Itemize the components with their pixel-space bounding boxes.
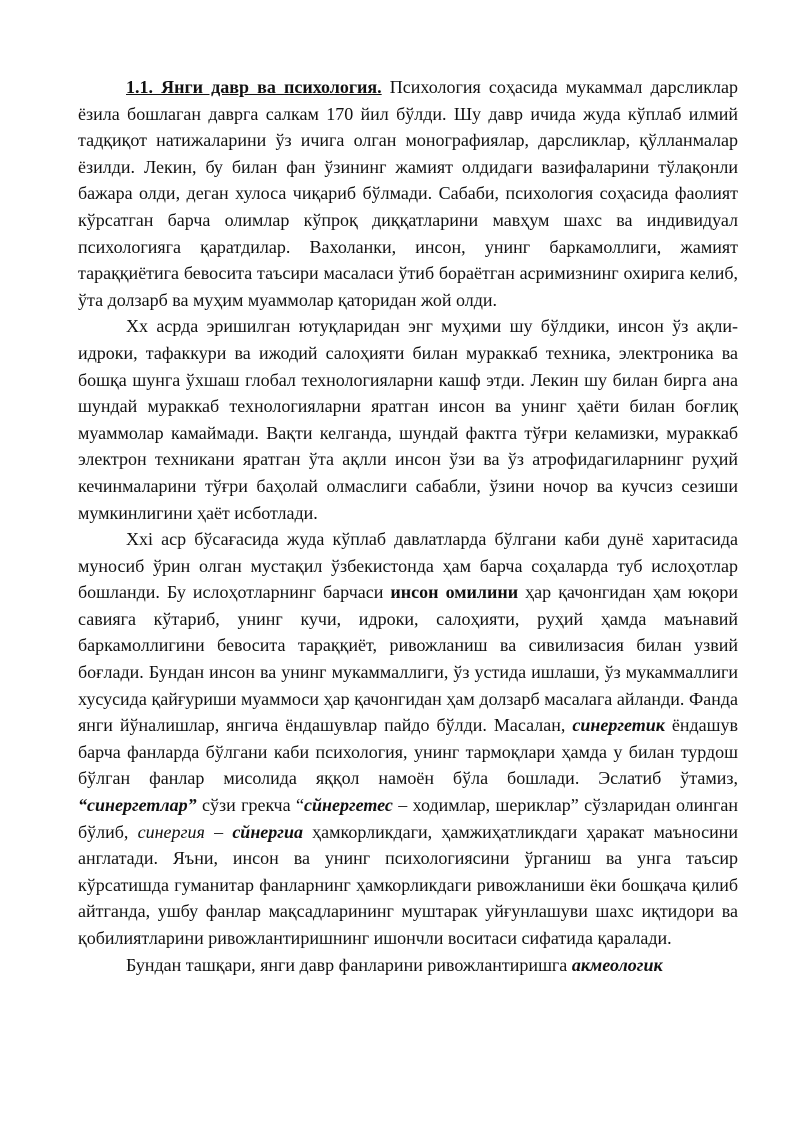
term-sinergetik: синергетик <box>572 715 665 736</box>
term-sinergiya: синергия – <box>137 821 233 842</box>
paragraph-1-text: Психология соҳасида мукаммал дарсликлар ёзила бошлаган даврга салкам 170 йил бўлди. Шу давр ичида жуда кўплаб илмий тадқиқот натижаларини ўз ичига олган монографиялар, дарсликлар, қўлланмалар ёзилди. Лекин, бу билан фан ўзининг жамият олдидаги вазифаларини тўлақонли бажара олди, деган хулоса чиқариб бўлмади. Сабаби, психология соҳасида фаолият кўрсатган барча олимлар кўпроқ диққатларини мавҳум шахс ва индивидуал психологияга қаратдилар. Вахоланки, инсон, унинг баркамоллиги, жамият тараққиётига бевосита таъсири масаласи ўтиб бораётган асримизнинг охирига келиб, ўта долзарб ва муҳим муаммолар қаторидан жой олди. <box>78 77 738 310</box>
paragraph-4-text: Бундан ташқари, янги давр фанларини ривожлантиришга <box>126 954 572 975</box>
paragraph-3-text-5: – ходимлар, шериклар” сўзларидан олинган бўлиб, <box>78 795 739 842</box>
paragraph-3-text-6: ҳамкорликдаги, ҳамжиҳатликдаги ҳаракат маъносини англатади. Яъни, инсон ва унинг психологиясини ўрганиш ва унга таъсир кўрсатишда гуманитар фанларнинг ҳамкорликдаги ривожланиши ёки бошқача қилиб айтганда, ушбу фанлар мақсадларининг муштарак уйғунлашуви шахс иқтидори ва қобилиятларини ривожлантиришнинг ишончли воситаси сифатида қаралади. <box>78 821 738 948</box>
paragraph-3-text-4: сўзи грекча “ <box>196 795 304 816</box>
paragraph-3-text-1: Ххі аср бўсағасида жуда кўплаб давлатларда бўлгани каби дунё харитасида муносиб ўрин олган мустақил ўзбекистонда ҳам барча соҳаларда туб ислоҳотлар бошланди. Бу ислоҳотларнинг барчаси <box>78 529 738 603</box>
paragraph-3-text-2: ҳар қачонгидан ҳам юқори савияга кўтариб, унинг кучи, идроки, салоҳияти, руҳий ҳамда маънавий баркамоллигини бевосита тараққиёт, ривожланиш ва сивилизасия билан узвий боғлади. Бундан инсон ва унинг мукаммаллиги, ўз устида ишлаши, ўз мукаммаллиги хусусида қайғуриши муаммоси ҳар қачонгидан ҳам долзарб масалага айланди. Фанда янги йўналишлар, янгича ёндашувлар пайдо бўлди. Масалан, <box>78 582 738 736</box>
paragraph-3 <box>78 526 738 952</box>
term-synergia: сйнергиа <box>232 821 303 842</box>
section-heading: 1.1. Янги давр ва психология. <box>126 77 382 97</box>
term-synergetes: сйнергетес <box>304 795 393 816</box>
term-akmeologik: акмеологик <box>571 954 663 975</box>
paragraph-3-text-3: ёндашув барча фанларда бўлгани каби психология, унинг тармоқлари ҳамда у билан турдош бўлган фанлар мисолида яққол намоён бўла бошлади. Эслатиб ўтамиз, <box>78 715 738 789</box>
term-sinergetlar: “синергетлар” <box>78 795 197 816</box>
paragraph-4 <box>78 952 738 979</box>
paragraph-2: Хх асрда эришилган ютуқларидан энг муҳими шу бўлдики, инсон ўз ақли-идроки, тафаккури ва ижодий салоҳияти билан мураккаб техника, электроника ва бошқа шунга ўхшаш глобал технологияларни кашф этди. Лекин шу билан бирга ана шундай мураккаб технологияларни яратган инсон ва унинг ҳаёти билан боғлиқ муаммолар камаймади. Вақти келганда, шундай фактга тўғри келамизки, мураккаб электрон техникани яратган ўта ақлли инсон ўзи ва ўз атрофидагиларнинг руҳий кечинмаларини тўғри баҳолай олмаслиги сабабли, ўзини ночор ва кучсиз сезиши мумкинлигини ҳаёт исботлади. <box>78 316 738 523</box>
term-inson-omilini: инсон омилини <box>390 582 519 603</box>
paragraph-1 <box>78 74 738 313</box>
